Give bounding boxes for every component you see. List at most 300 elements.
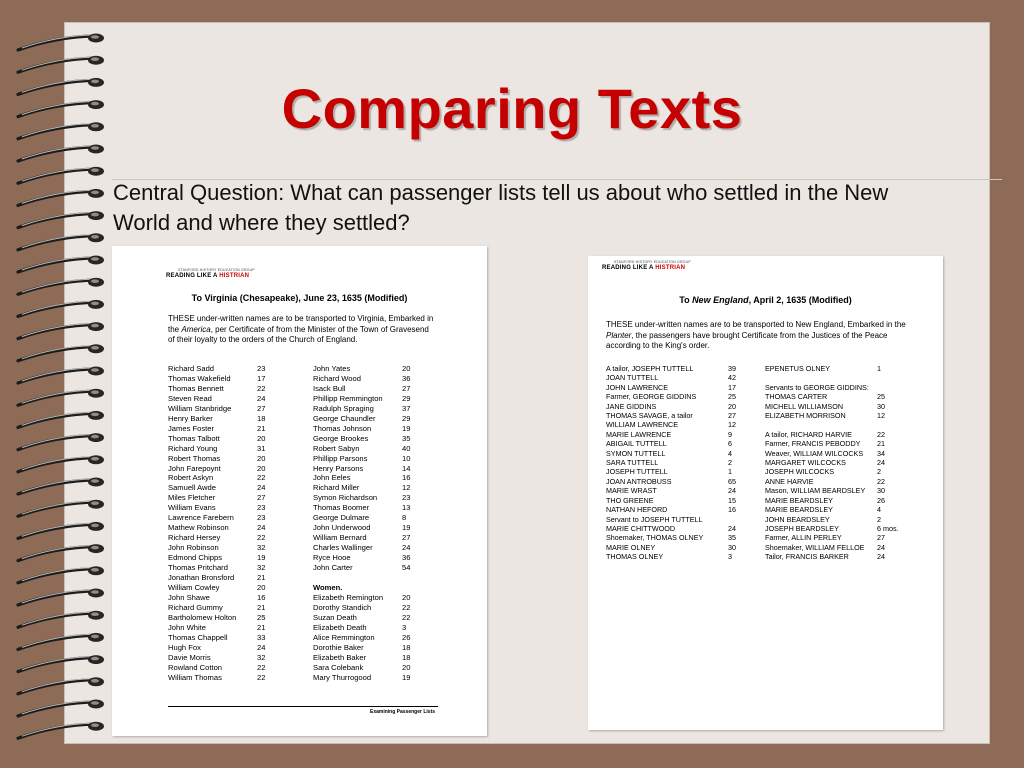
passenger-name: THOMAS OLNEY bbox=[606, 552, 664, 562]
passenger-age: 24 bbox=[877, 552, 885, 562]
passenger-row bbox=[168, 424, 287, 434]
passenger-row bbox=[313, 414, 432, 424]
passenger-name: William Evans bbox=[168, 503, 216, 513]
binding-ring bbox=[18, 344, 104, 361]
passenger-row bbox=[313, 593, 432, 603]
passenger-name: Miles Fletcher bbox=[168, 493, 216, 503]
passenger-age: 3 bbox=[402, 622, 407, 632]
passenger-row bbox=[168, 633, 287, 643]
passenger-name: Servant to JOSEPH TUTTELL bbox=[606, 514, 703, 524]
passenger-name: Sara Colebank bbox=[313, 662, 364, 672]
passenger-name: Thomas Bennett bbox=[168, 383, 224, 393]
passenger-age: 20 bbox=[728, 401, 736, 411]
passenger-age: 24 bbox=[257, 523, 266, 533]
passenger-age: 16 bbox=[257, 592, 266, 602]
binding-ring bbox=[18, 522, 104, 539]
passenger-name: Alice Remmington bbox=[313, 632, 375, 642]
binding-ring bbox=[18, 722, 104, 739]
binding-ring bbox=[18, 256, 104, 273]
passenger-row bbox=[765, 439, 917, 448]
passenger-name: Shoemaker, THOMAS OLNEY bbox=[606, 533, 704, 543]
passenger-age: 19 bbox=[257, 553, 266, 563]
passenger-age: 19 bbox=[402, 523, 411, 533]
passenger-age: 32 bbox=[257, 563, 266, 573]
passenger-age bbox=[877, 383, 917, 392]
binding-ring bbox=[18, 478, 104, 495]
passenger-name: Elizabeth Remington bbox=[313, 592, 384, 602]
passenger-row bbox=[606, 458, 758, 467]
passenger-row bbox=[168, 613, 287, 623]
binding-ring bbox=[18, 611, 104, 628]
passenger-age: 13 bbox=[402, 503, 411, 513]
passenger-age: 23 bbox=[402, 493, 411, 503]
passenger-age: 27 bbox=[402, 533, 411, 543]
passenger-name: Mason, WILLIAM BEARDSLEY bbox=[765, 486, 866, 496]
passenger-name: A tailor, JOSEPH TUTTELL bbox=[606, 364, 694, 373]
passenger-row bbox=[765, 449, 917, 458]
passenger-row bbox=[606, 430, 758, 439]
passenger-age: 24 bbox=[257, 642, 266, 652]
passenger-row bbox=[313, 543, 432, 553]
passenger-age bbox=[402, 583, 432, 593]
passenger-row bbox=[313, 493, 432, 503]
passenger-row bbox=[606, 392, 758, 401]
passenger-name: George Brookes bbox=[313, 433, 369, 443]
passenger-name: Rowland Cotton bbox=[168, 662, 223, 672]
passenger-age: 21 bbox=[257, 423, 266, 433]
passenger-name: EPENETUS OLNEY bbox=[765, 364, 831, 373]
binding-ring bbox=[18, 544, 104, 561]
passenger-age: 22 bbox=[402, 602, 411, 612]
passenger-row bbox=[313, 643, 432, 653]
passenger-row bbox=[606, 505, 758, 514]
passenger-age: 31 bbox=[257, 443, 266, 453]
passenger-age: 14 bbox=[402, 463, 411, 473]
passenger-row bbox=[313, 623, 432, 633]
new-england-intro: THESE under-written names are to be transported to New England, Embarked in the Planter, the passengers have brought Certificate from the Justices of the Peace according to the King's order. bbox=[606, 320, 906, 351]
passenger-age: 2 bbox=[728, 458, 732, 468]
passenger-name: Elizabeth Death bbox=[313, 622, 367, 632]
binding-ring bbox=[18, 145, 104, 162]
passenger-row bbox=[765, 552, 917, 561]
passenger-name: William Bernard bbox=[313, 533, 367, 543]
passenger-name: Thomas Johnson bbox=[313, 423, 372, 433]
new-england-passenger-list bbox=[588, 256, 943, 730]
passenger-row bbox=[313, 513, 432, 523]
passenger-name: Charles Wallinger bbox=[313, 543, 373, 553]
passenger-age: 24 bbox=[877, 458, 885, 468]
passenger-row bbox=[313, 374, 432, 384]
passenger-row bbox=[606, 477, 758, 486]
passenger-name: Richard Sadd bbox=[168, 364, 215, 373]
passenger-age: 24 bbox=[257, 393, 266, 403]
passenger-name bbox=[313, 573, 402, 583]
passenger-age: 22 bbox=[257, 533, 266, 543]
passenger-row bbox=[606, 533, 758, 542]
passenger-age: 25 bbox=[728, 392, 736, 402]
passenger-age: 39 bbox=[728, 364, 736, 373]
passenger-name: Radulph Spraging bbox=[313, 403, 374, 413]
passenger-age bbox=[402, 573, 432, 583]
passenger-name: John Eeles bbox=[313, 473, 351, 483]
passenger-name: Hugh Fox bbox=[168, 642, 201, 652]
brand-logo: STANFORD HISTORY EDUCATION GROUP READING LIKE A HISTRIAN bbox=[166, 268, 255, 279]
new-england-column-1 bbox=[606, 364, 758, 562]
passenger-row bbox=[606, 373, 758, 382]
passenger-age: 42 bbox=[728, 373, 736, 383]
passenger-row bbox=[765, 364, 917, 373]
passenger-name: A tailor, RICHARD HARVIE bbox=[765, 429, 852, 439]
passenger-row bbox=[313, 553, 432, 563]
passenger-name: Weaver, WILLIAM WILCOCKS bbox=[765, 448, 864, 458]
passenger-age: 15 bbox=[728, 495, 736, 505]
passenger-row bbox=[168, 533, 287, 543]
passenger-name: Bartholomew Holton bbox=[168, 612, 237, 622]
passenger-name: William Thomas bbox=[168, 672, 222, 682]
passenger-name: John Yates bbox=[313, 364, 351, 373]
passenger-row bbox=[313, 434, 432, 444]
passenger-name: Richard Hersey bbox=[168, 533, 221, 543]
passenger-name: Elizabeth Baker bbox=[313, 652, 367, 662]
passenger-row bbox=[313, 673, 432, 683]
binding-ring bbox=[18, 167, 104, 184]
passenger-row bbox=[765, 458, 917, 467]
passenger-row bbox=[168, 673, 287, 683]
passenger-age: 26 bbox=[877, 495, 885, 505]
passenger-row bbox=[313, 364, 432, 374]
passenger-name: William Cowley bbox=[168, 582, 220, 592]
passenger-age: 20 bbox=[402, 364, 411, 373]
passenger-row bbox=[313, 663, 432, 673]
passenger-name: Robert Askyn bbox=[168, 473, 214, 483]
passenger-name: MICHELL WILLIAMSON bbox=[765, 401, 844, 411]
passenger-name: Farmer, GEORGE GIDDINS bbox=[606, 392, 697, 402]
passenger-row bbox=[606, 552, 758, 561]
passenger-name: George Chaundler bbox=[313, 413, 376, 423]
passenger-age: 24 bbox=[257, 483, 266, 493]
passenger-row bbox=[606, 515, 758, 524]
binding-ring bbox=[18, 700, 104, 717]
passenger-row bbox=[606, 449, 758, 458]
passenger-age: 3 bbox=[728, 552, 732, 562]
binding-ring bbox=[18, 34, 104, 51]
passenger-row bbox=[313, 603, 432, 613]
passenger-name: Samuell Awde bbox=[168, 483, 216, 493]
passenger-row bbox=[765, 411, 917, 420]
passenger-age: 4 bbox=[877, 505, 881, 515]
passenger-row bbox=[765, 383, 917, 392]
virginia-passenger-list bbox=[112, 246, 487, 736]
passenger-age: 1 bbox=[728, 467, 732, 477]
passenger-name: Dorothie Baker bbox=[313, 642, 364, 652]
passenger-name: John Carter bbox=[313, 563, 353, 573]
passenger-name: John White bbox=[168, 622, 206, 632]
passenger-row bbox=[606, 364, 758, 373]
passenger-row bbox=[606, 496, 758, 505]
passenger-row bbox=[606, 486, 758, 495]
passenger-row bbox=[765, 467, 917, 476]
passenger-row bbox=[313, 444, 432, 454]
passenger-name: Mary Thurrogood bbox=[313, 672, 372, 682]
passenger-row bbox=[168, 553, 287, 563]
passenger-age: 22 bbox=[257, 473, 266, 483]
passenger-row bbox=[606, 383, 758, 392]
passenger-name bbox=[765, 373, 877, 382]
passenger-row bbox=[606, 543, 758, 552]
passenger-age: 19 bbox=[402, 672, 411, 682]
passenger-row bbox=[606, 411, 758, 420]
passenger-age: 27 bbox=[257, 493, 266, 503]
passenger-name: Jonathan Bronsford bbox=[168, 573, 235, 583]
passenger-age: 22 bbox=[402, 612, 411, 622]
passenger-name: MARGARET WILCOCKS bbox=[765, 458, 846, 468]
passenger-name: Phillipp Remmington bbox=[313, 393, 383, 403]
passenger-name: Robert Sabyn bbox=[313, 443, 360, 453]
passenger-name: MARIE CHITTWOOD bbox=[606, 523, 676, 533]
passenger-name: George Dulmare bbox=[313, 513, 370, 523]
passenger-row bbox=[765, 430, 917, 439]
passenger-row bbox=[765, 392, 917, 401]
passenger-age: 27 bbox=[728, 411, 736, 421]
passenger-row bbox=[313, 653, 432, 663]
passenger-row bbox=[168, 653, 287, 663]
passenger-row bbox=[313, 613, 432, 623]
passenger-name: Thomas Wakefield bbox=[168, 373, 231, 383]
passenger-name: Symon Richardson bbox=[313, 493, 378, 503]
passenger-row bbox=[313, 503, 432, 513]
footer-rule bbox=[168, 706, 438, 707]
passenger-name: THOMAS SAVAGE, a tailor bbox=[606, 411, 693, 421]
passenger-name: SARA TUTTELL bbox=[606, 458, 659, 468]
passenger-age: 20 bbox=[257, 433, 266, 443]
passenger-age: 1 bbox=[877, 364, 881, 373]
passenger-name: MARIE BEARDSLEY bbox=[765, 495, 833, 505]
passenger-age: 2 bbox=[877, 467, 881, 477]
passenger-row bbox=[168, 563, 287, 573]
passenger-row bbox=[168, 573, 287, 583]
passenger-name: Servants to GEORGE GIDDINS: bbox=[765, 382, 869, 392]
passenger-age: 27 bbox=[257, 403, 266, 413]
passenger-age: 8 bbox=[402, 513, 407, 523]
passenger-age: 19 bbox=[402, 423, 411, 433]
passenger-row bbox=[168, 583, 287, 593]
passenger-name: JOSEPH TUTTELL bbox=[606, 467, 668, 477]
passenger-age: 65 bbox=[728, 476, 736, 486]
passenger-age: 36 bbox=[402, 373, 411, 383]
passenger-age bbox=[728, 515, 758, 524]
passenger-age: 22 bbox=[877, 429, 885, 439]
passenger-name: Robert Thomas bbox=[168, 453, 221, 463]
passenger-age: 22 bbox=[257, 662, 266, 672]
binding-ring bbox=[18, 278, 104, 295]
slide-title: Comparing Texts bbox=[281, 77, 743, 140]
passenger-row bbox=[168, 434, 287, 444]
new-england-column-2 bbox=[765, 364, 917, 562]
passenger-name: Edmond Chipps bbox=[168, 553, 223, 563]
passenger-row bbox=[765, 543, 917, 552]
passenger-row bbox=[313, 424, 432, 434]
passenger-age: 25 bbox=[257, 612, 266, 622]
passenger-name: Mathew Robinson bbox=[168, 523, 229, 533]
virginia-column-2 bbox=[313, 364, 432, 683]
passenger-age: 20 bbox=[257, 582, 266, 592]
passenger-row bbox=[606, 524, 758, 533]
passenger-name: Davie Morris bbox=[168, 652, 211, 662]
passenger-row bbox=[168, 643, 287, 653]
binding-ring bbox=[18, 411, 104, 428]
passenger-age: 36 bbox=[402, 553, 411, 563]
virginia-column-1 bbox=[168, 364, 287, 683]
passenger-name: Farmer, FRANCIS PEBODDY bbox=[765, 439, 861, 449]
passenger-name: JOSEPH WILCOCKS bbox=[765, 467, 835, 477]
binding-ring bbox=[18, 633, 104, 650]
passenger-age: 32 bbox=[257, 652, 266, 662]
passenger-name bbox=[765, 420, 877, 429]
binding-ring bbox=[18, 189, 104, 206]
passenger-age: 21 bbox=[257, 622, 266, 632]
passenger-row bbox=[313, 563, 432, 573]
passenger-row bbox=[313, 573, 432, 583]
passenger-age: 30 bbox=[877, 401, 885, 411]
passenger-age: 9 bbox=[728, 429, 732, 439]
passenger-age: 29 bbox=[402, 413, 411, 423]
binding-ring bbox=[18, 211, 104, 228]
passenger-age: 12 bbox=[728, 420, 736, 430]
passenger-age: 54 bbox=[402, 563, 411, 573]
passenger-age: 35 bbox=[728, 533, 736, 543]
passenger-name: James Foster bbox=[168, 423, 214, 433]
passenger-name: Phillipp Parsons bbox=[313, 453, 368, 463]
passenger-row bbox=[168, 473, 287, 483]
passenger-age: 24 bbox=[402, 543, 411, 553]
binding-ring bbox=[18, 566, 104, 583]
passenger-name: ELIZABETH MORRISON bbox=[765, 411, 846, 421]
binding-ring bbox=[18, 455, 104, 472]
passenger-name: JOAN TUTTELL bbox=[606, 373, 659, 383]
passenger-age bbox=[877, 373, 917, 382]
passenger-age: 25 bbox=[877, 392, 885, 402]
passenger-age: 22 bbox=[877, 476, 885, 486]
brand-logo: STANFORD HISTORY EDUCATION GROUP READING LIKE A HISTRIAN bbox=[602, 260, 691, 271]
passenger-name: MARIE BEARDSLEY bbox=[765, 505, 833, 515]
passenger-name: Shoemaker, WILLIAM FELLOE bbox=[765, 542, 865, 552]
footer-text: Examining Passenger Lists bbox=[370, 709, 436, 715]
passenger-row bbox=[765, 496, 917, 505]
binding-ring bbox=[18, 300, 104, 317]
passenger-row bbox=[606, 402, 758, 411]
passenger-name: Henry Barker bbox=[168, 413, 213, 423]
passenger-age: 30 bbox=[877, 486, 885, 496]
passenger-name: Thomas Pritchard bbox=[168, 563, 228, 573]
passenger-row bbox=[168, 603, 287, 613]
passenger-name: MARIE LAWRENCE bbox=[606, 429, 672, 439]
passenger-name: MARIE WRAST bbox=[606, 486, 657, 496]
passenger-name: JOSEPH BEARDSLEY bbox=[765, 523, 839, 533]
passenger-name: JOAN ANTROBUSS bbox=[606, 476, 672, 486]
passenger-age: 20 bbox=[257, 463, 266, 473]
passenger-name: Women. bbox=[313, 582, 343, 592]
passenger-age: 21 bbox=[257, 573, 266, 583]
passenger-row bbox=[606, 467, 758, 476]
binding-ring bbox=[18, 233, 104, 250]
passenger-row bbox=[168, 543, 287, 553]
passenger-name: Dorothy Standich bbox=[313, 602, 372, 612]
passenger-age: 23 bbox=[257, 513, 266, 523]
passenger-age: 20 bbox=[402, 592, 411, 602]
passenger-age: 18 bbox=[402, 642, 411, 652]
binding-ring bbox=[18, 677, 104, 694]
binding-ring bbox=[18, 589, 104, 606]
passenger-row bbox=[168, 663, 287, 673]
passenger-age: 35 bbox=[402, 433, 411, 443]
passenger-name: Richard Gummy bbox=[168, 602, 223, 612]
passenger-name: Steven Read bbox=[168, 393, 212, 403]
passenger-row bbox=[168, 364, 287, 374]
passenger-age: 27 bbox=[402, 383, 411, 393]
passenger-name: Ryce Hooe bbox=[313, 553, 351, 563]
passenger-row bbox=[765, 373, 917, 382]
passenger-row bbox=[313, 404, 432, 414]
passenger-age: 37 bbox=[402, 403, 411, 413]
passenger-row bbox=[168, 483, 287, 493]
passenger-name: Richard Young bbox=[168, 443, 218, 453]
passenger-row bbox=[765, 533, 917, 542]
passenger-name: JOHN BEARDSLEY bbox=[765, 514, 830, 524]
passenger-row bbox=[168, 464, 287, 474]
passenger-age: 33 bbox=[257, 632, 266, 642]
passenger-age: 17 bbox=[728, 382, 736, 392]
passenger-row bbox=[313, 394, 432, 404]
passenger-age: 29 bbox=[402, 393, 411, 403]
passenger-row bbox=[313, 464, 432, 474]
passenger-row bbox=[168, 414, 287, 424]
passenger-age: 12 bbox=[877, 411, 885, 421]
passenger-name: John Underwood bbox=[313, 523, 371, 533]
passenger-row bbox=[168, 513, 287, 523]
passenger-row bbox=[765, 402, 917, 411]
new-england-list-title: To New England, April 2, 1635 (Modified) bbox=[679, 295, 852, 305]
passenger-name: Tailor, FRANCIS BARKER bbox=[765, 552, 849, 562]
passenger-age: 22 bbox=[257, 383, 266, 393]
passenger-row bbox=[313, 583, 432, 593]
passenger-name: ABIGAIL TUTTELL bbox=[606, 439, 667, 449]
virginia-intro: THESE under-written names are to be transported to Virginia, Embarked in the America, per Certificate of from the Minister of the Town of Gravesend of their loyalty to the orders of the Church of England. bbox=[168, 314, 434, 345]
passenger-name: Henry Parsons bbox=[313, 463, 364, 473]
passenger-age: 24 bbox=[728, 523, 736, 533]
passenger-name: NATHAN HEFORD bbox=[606, 505, 668, 515]
binding-ring bbox=[18, 433, 104, 450]
passenger-row bbox=[168, 394, 287, 404]
passenger-name: JOHN LAWRENCE bbox=[606, 382, 669, 392]
passenger-row bbox=[168, 404, 287, 414]
passenger-row bbox=[313, 454, 432, 464]
passenger-name: SYMON TUTTELL bbox=[606, 448, 666, 458]
central-question: Central Question: What can passenger lists tell us about who settled in the New World and where they settled? bbox=[113, 180, 889, 235]
passenger-row bbox=[313, 633, 432, 643]
passenger-name: THOMAS CARTER bbox=[765, 392, 828, 402]
passenger-age: 2 bbox=[877, 514, 881, 524]
binding-ring bbox=[18, 389, 104, 406]
passenger-age: 6 bbox=[728, 439, 732, 449]
passenger-row bbox=[313, 533, 432, 543]
passenger-name: John Shawe bbox=[168, 592, 210, 602]
passenger-age: 4 bbox=[728, 448, 732, 458]
passenger-age: 12 bbox=[402, 483, 411, 493]
passenger-name: Thomas Boomer bbox=[313, 503, 370, 513]
passenger-name: John Robinson bbox=[168, 543, 219, 553]
passenger-name: Thomas Talbott bbox=[168, 433, 220, 443]
passenger-row bbox=[765, 486, 917, 495]
